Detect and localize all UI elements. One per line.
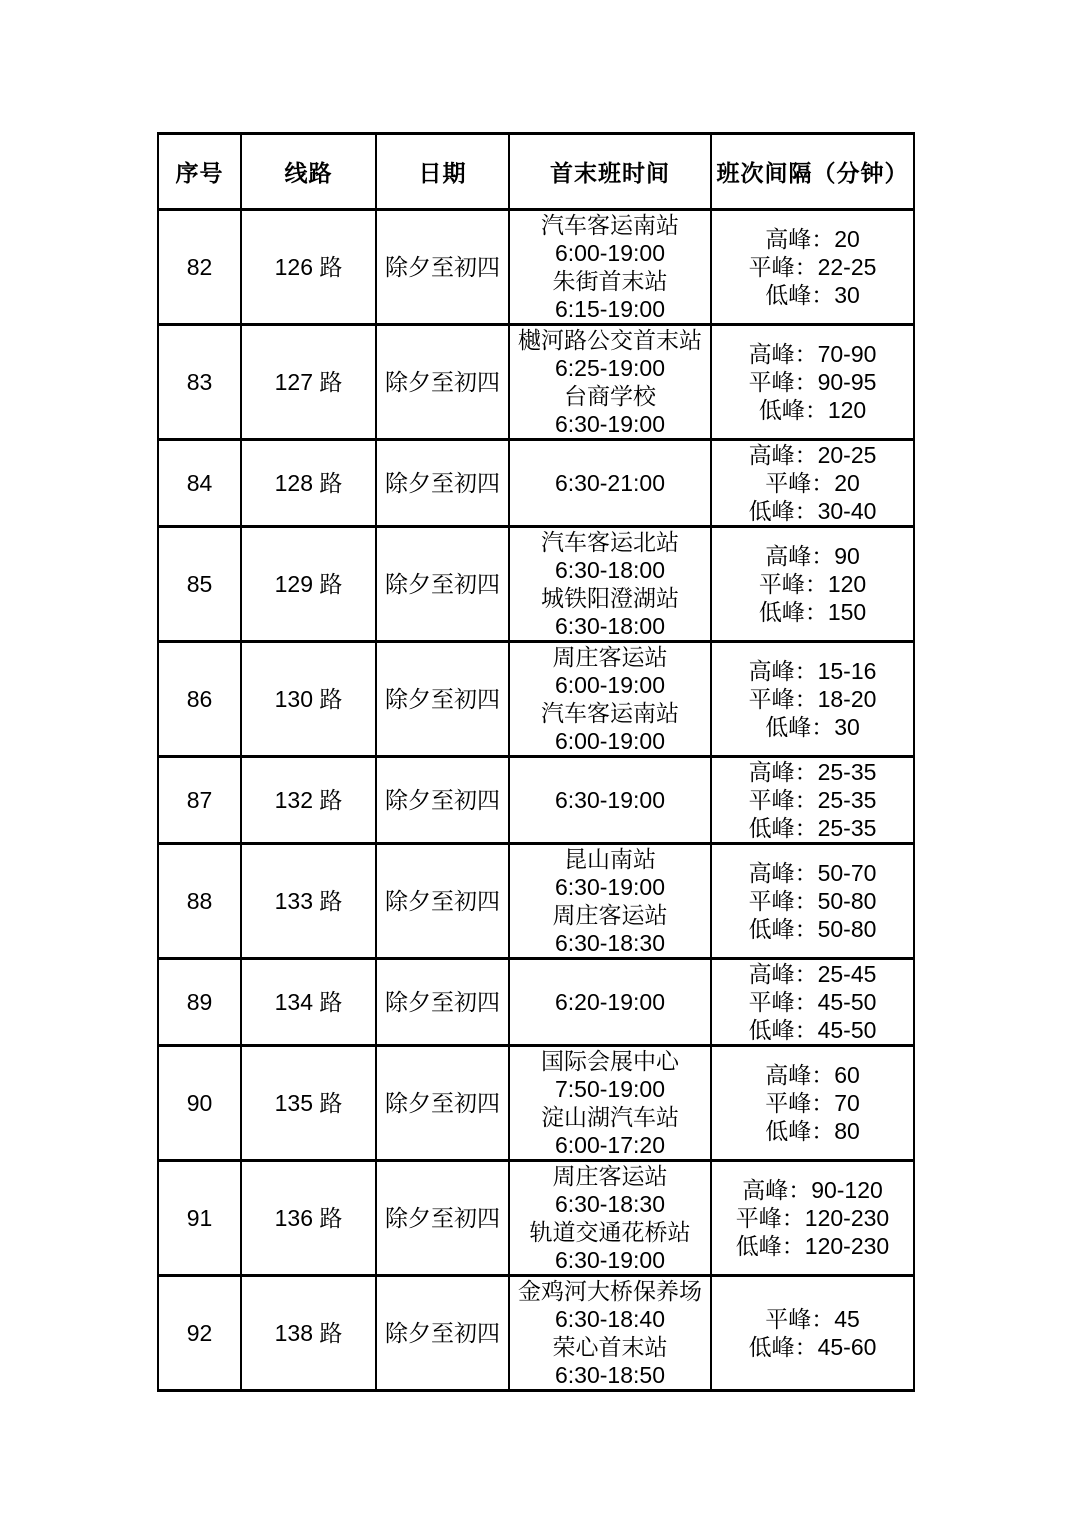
cell-intervals-line: 平峰：45: [765, 1306, 860, 1332]
cell-serial-number: 88: [158, 844, 241, 959]
cell-route: 127 路: [241, 325, 376, 440]
table-header-row: [158, 134, 914, 210]
cell-intervals: [711, 642, 914, 757]
cell-date: 除夕至初四: [376, 1276, 509, 1391]
cell-intervals: [711, 1161, 914, 1276]
cell-first-last-times-line: 6:30-19:00: [555, 874, 665, 900]
cell-first-last-times-line: 轨道交通花桥站: [529, 1219, 691, 1245]
cell-first-last-times-line: 6:30-18:30: [555, 930, 665, 956]
cell-first-last-times-line: 6:30-19:00: [555, 411, 665, 437]
cell-intervals-line: 平峰：120-230: [735, 1205, 890, 1231]
table-row: [158, 1161, 914, 1276]
cell-route: 134 路: [241, 959, 376, 1046]
cell-route: 129 路: [241, 527, 376, 642]
cell-first-last-times-line: 台商学校: [564, 383, 656, 409]
table-row: [158, 527, 914, 642]
cell-intervals-line: 平峰：45-50: [748, 989, 877, 1015]
cell-first-last-times-line: 6:00-19:00: [555, 728, 665, 754]
cell-first-last-times-line: 6:30-18:00: [555, 557, 665, 583]
cell-intervals-line: 低峰：50-80: [748, 916, 877, 942]
column-header: 序号: [158, 134, 241, 210]
cell-intervals: [711, 325, 914, 440]
cell-date: 除夕至初四: [376, 527, 509, 642]
cell-first-last-times-line: 周庄客运站: [552, 1163, 668, 1189]
cell-first-last-times-line: 朱街首末站: [552, 268, 668, 294]
cell-intervals-line: 平峰：18-20: [748, 686, 877, 712]
cell-intervals-line: 高峰：60: [765, 1062, 860, 1088]
cell-first-last-times-line: 6:00-19:00: [555, 240, 665, 266]
cell-first-last-times: [509, 527, 711, 642]
cell-first-last-times: [509, 1161, 711, 1276]
cell-intervals-line: 低峰：30: [765, 714, 860, 740]
cell-date: 除夕至初四: [376, 959, 509, 1046]
cell-date: 除夕至初四: [376, 757, 509, 844]
cell-route: 136 路: [241, 1161, 376, 1276]
table-row: [158, 210, 914, 325]
cell-first-last-times-line: 6:30-18:40: [555, 1306, 665, 1332]
bus-schedule-table: [157, 132, 915, 1392]
cell-date: 除夕至初四: [376, 1046, 509, 1161]
cell-intervals: [711, 527, 914, 642]
cell-first-last-times-line: 淀山湖汽车站: [541, 1104, 679, 1130]
column-header: 线路: [241, 134, 376, 210]
cell-intervals-line: 低峰：30-40: [748, 498, 877, 524]
cell-intervals-line: 高峰：25-45: [748, 961, 877, 987]
cell-intervals: [711, 757, 914, 844]
cell-first-last-times-line: 汽车客运北站: [541, 529, 679, 555]
table-row: [158, 440, 914, 527]
column-header: 班次间隔（分钟）: [711, 134, 914, 210]
cell-serial-number: 91: [158, 1161, 241, 1276]
cell-first-last-times-line: 6:25-19:00: [555, 355, 665, 381]
cell-intervals-line: 高峰：15-16: [748, 658, 877, 684]
cell-first-last-times-line: 6:30-18:00: [555, 613, 665, 639]
cell-intervals-line: 平峰：50-80: [748, 888, 877, 914]
cell-first-last-times-line: 城铁阳澄湖站: [541, 585, 679, 611]
cell-serial-number: 83: [158, 325, 241, 440]
cell-first-last-times-line: 6:00-19:00: [555, 672, 665, 698]
cell-first-last-times-line: 6:30-18:50: [555, 1362, 665, 1388]
cell-intervals: [711, 1276, 914, 1391]
cell-first-last-times: [509, 959, 711, 1046]
cell-route: 128 路: [241, 440, 376, 527]
cell-intervals-line: 平峰：120: [758, 571, 867, 597]
cell-route: 138 路: [241, 1276, 376, 1391]
cell-intervals-line: 平峰：70: [765, 1090, 860, 1116]
cell-intervals-line: 平峰：22-25: [748, 254, 877, 280]
table-row: [158, 642, 914, 757]
cell-first-last-times: [509, 642, 711, 757]
cell-first-last-times: [509, 440, 711, 527]
cell-serial-number: 84: [158, 440, 241, 527]
cell-intervals-line: 高峰：70-90: [748, 341, 877, 367]
table-row: [158, 1276, 914, 1391]
cell-intervals-line: 平峰：25-35: [748, 787, 877, 813]
cell-first-last-times: [509, 1276, 711, 1391]
cell-intervals-line: 平峰：90-95: [748, 369, 877, 395]
cell-first-last-times: [509, 210, 711, 325]
cell-intervals-line: 低峰：80: [765, 1118, 860, 1144]
cell-serial-number: 86: [158, 642, 241, 757]
cell-intervals-line: 低峰：25-35: [748, 815, 877, 841]
table-row: [158, 1046, 914, 1161]
cell-date: 除夕至初四: [376, 642, 509, 757]
cell-first-last-times-line: 6:30-18:30: [555, 1191, 665, 1217]
cell-first-last-times-line: 汽车客运南站: [541, 700, 679, 726]
cell-intervals-line: 低峰：30: [765, 282, 860, 308]
cell-date: 除夕至初四: [376, 844, 509, 959]
cell-first-last-times: [509, 325, 711, 440]
cell-date: 除夕至初四: [376, 325, 509, 440]
cell-intervals-line: 高峰：50-70: [748, 860, 877, 886]
cell-date: 除夕至初四: [376, 440, 509, 527]
cell-intervals: [711, 210, 914, 325]
cell-route: 133 路: [241, 844, 376, 959]
cell-intervals-line: 高峰：90: [765, 543, 860, 569]
cell-first-last-times: [509, 844, 711, 959]
cell-intervals-line: 低峰：120: [758, 397, 867, 423]
cell-first-last-times: [509, 1046, 711, 1161]
cell-first-last-times-line: 6:20-19:00: [555, 989, 665, 1015]
cell-route: 126 路: [241, 210, 376, 325]
cell-serial-number: 90: [158, 1046, 241, 1161]
cell-route: 130 路: [241, 642, 376, 757]
cell-first-last-times-line: 汽车客运南站: [541, 212, 679, 238]
cell-first-last-times-line: 昆山南站: [564, 846, 656, 872]
table-row: [158, 959, 914, 1046]
cell-first-last-times: [509, 757, 711, 844]
cell-first-last-times-line: 7:50-19:00: [555, 1076, 665, 1102]
cell-date: 除夕至初四: [376, 1161, 509, 1276]
table-row: [158, 757, 914, 844]
cell-intervals-line: 低峰：120-230: [735, 1233, 890, 1259]
cell-intervals-line: 高峰：20: [765, 226, 860, 252]
column-header: 日期: [376, 134, 509, 210]
table-row: [158, 325, 914, 440]
cell-intervals: [711, 844, 914, 959]
cell-serial-number: 87: [158, 757, 241, 844]
cell-date: 除夕至初四: [376, 210, 509, 325]
cell-serial-number: 82: [158, 210, 241, 325]
cell-route: 135 路: [241, 1046, 376, 1161]
cell-intervals-line: 平峰：20: [765, 470, 860, 496]
cell-first-last-times-line: 6:15-19:00: [555, 296, 665, 322]
cell-first-last-times-line: 国际会展中心: [541, 1048, 679, 1074]
cell-serial-number: 89: [158, 959, 241, 1046]
cell-intervals: [711, 959, 914, 1046]
cell-first-last-times-line: 周庄客运站: [552, 902, 668, 928]
cell-first-last-times-line: 6:30-21:00: [555, 470, 665, 496]
cell-intervals-line: 低峰：150: [758, 599, 867, 625]
cell-first-last-times-line: 金鸡河大桥保养场: [518, 1278, 702, 1304]
cell-first-last-times-line: 周庄客运站: [552, 644, 668, 670]
table-row: [158, 844, 914, 959]
cell-first-last-times-line: 荣心首末站: [552, 1334, 668, 1360]
cell-intervals: [711, 1046, 914, 1161]
column-header: 首末班时间: [509, 134, 711, 210]
cell-route: 132 路: [241, 757, 376, 844]
cell-intervals-line: 低峰：45-50: [748, 1017, 877, 1043]
cell-intervals-line: 高峰：25-35: [748, 759, 877, 785]
cell-serial-number: 85: [158, 527, 241, 642]
cell-intervals-line: 高峰：20-25: [748, 442, 877, 468]
cell-intervals-line: 高峰：90-120: [742, 1177, 883, 1203]
cell-intervals-line: 低峰：45-60: [748, 1334, 877, 1360]
cell-first-last-times-line: 6:30-19:00: [555, 787, 665, 813]
cell-first-last-times-line: 6:00-17:20: [555, 1132, 665, 1158]
cell-serial-number: 92: [158, 1276, 241, 1391]
cell-first-last-times-line: 6:30-19:00: [555, 1247, 665, 1273]
cell-intervals: [711, 440, 914, 527]
cell-first-last-times-line: 樾河路公交首末站: [518, 327, 702, 353]
